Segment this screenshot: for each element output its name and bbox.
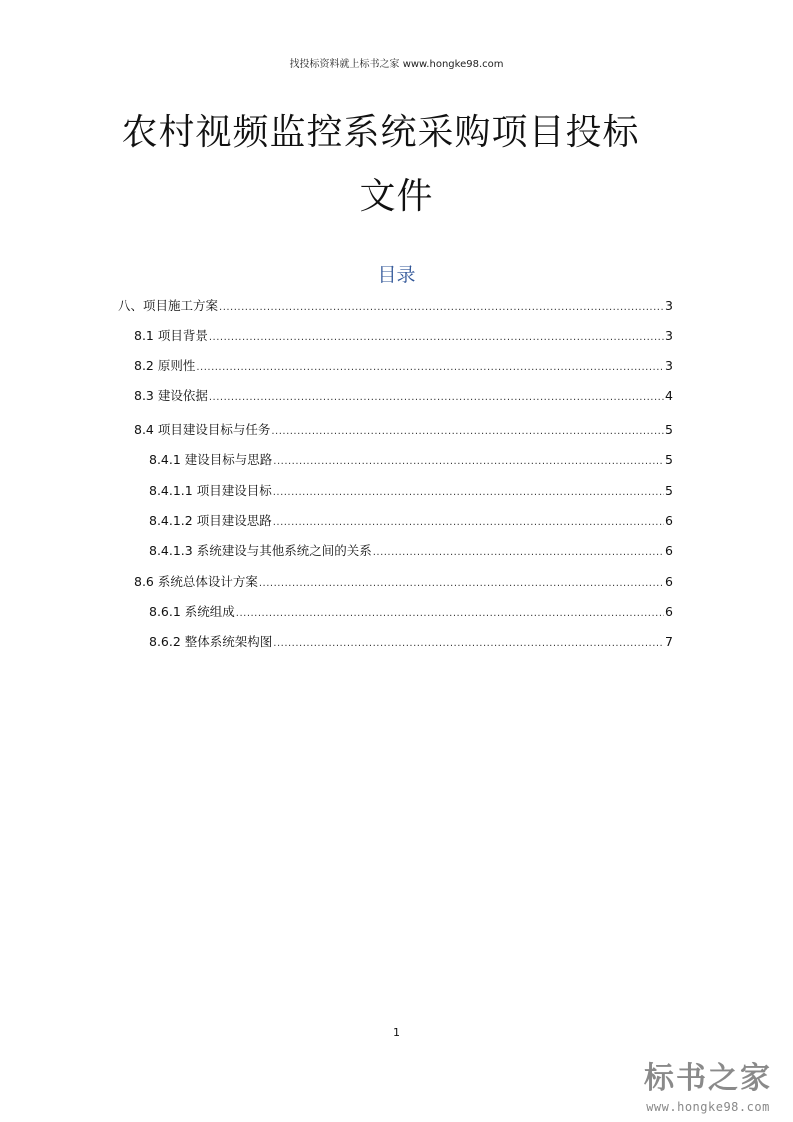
toc-leader-dots <box>273 513 664 533</box>
toc-entry-page: 6 <box>665 604 673 619</box>
toc-entry-page: 5 <box>665 452 673 467</box>
toc-heading: 目录 <box>377 264 416 286</box>
toc-entry[interactable] <box>149 541 673 561</box>
toc-entry[interactable] <box>149 602 673 622</box>
toc-entry[interactable] <box>149 511 673 531</box>
toc-entry-page: 5 <box>665 422 673 437</box>
document-title-line-2: 文件 <box>359 176 434 217</box>
toc-entry[interactable] <box>134 356 673 376</box>
toc-entry-label: 8.1 项目背景 <box>134 328 208 343</box>
toc-entry[interactable] <box>134 386 673 406</box>
toc-entry-label: 8.6.1 系统组成 <box>149 604 235 619</box>
toc-leader-dots <box>373 543 664 563</box>
toc-leader-dots <box>196 358 664 378</box>
toc-leader-dots <box>273 452 664 472</box>
toc-entry-page: 3 <box>665 358 673 373</box>
toc-entry-page: 6 <box>665 574 673 589</box>
toc-entry-label: 8.4.1.2 项目建设思路 <box>149 513 272 528</box>
toc-entry[interactable] <box>134 572 673 592</box>
watermark-logo-text: 标书之家 <box>644 1061 772 1096</box>
toc-entry[interactable] <box>149 450 673 470</box>
toc-leader-dots <box>236 604 664 624</box>
toc-entry[interactable] <box>118 296 673 316</box>
toc-leader-dots <box>271 422 664 442</box>
toc-leader-dots <box>209 328 664 348</box>
toc-entry[interactable] <box>149 632 673 652</box>
page-number: 1 <box>393 1026 400 1039</box>
toc-leader-dots <box>273 634 664 654</box>
toc-leader-dots <box>209 388 664 408</box>
page-header: 找投标资料就上标书之家 www.hongke98.com <box>289 59 504 70</box>
toc-entry-label: 8.4 项目建设目标与任务 <box>134 422 271 437</box>
toc-leader-dots <box>273 483 664 503</box>
watermark-url: www.hongke98.com <box>646 1100 770 1114</box>
toc-entry-page: 5 <box>665 483 673 498</box>
toc-entry-label: 8.4.1.1 项目建设目标 <box>149 483 272 498</box>
toc-entry-label: 8.4.1 建设目标与思路 <box>149 452 273 467</box>
toc-entry[interactable] <box>134 326 673 346</box>
toc-leader-dots <box>219 298 664 318</box>
toc-entry-page: 6 <box>665 513 673 528</box>
toc-entry-page: 4 <box>665 388 673 403</box>
watermark-logo <box>633 1062 783 1114</box>
toc-entry-page: 3 <box>665 328 673 343</box>
toc-leader-dots <box>259 574 664 594</box>
toc-entry-label: 8.2 原则性 <box>134 358 196 373</box>
toc-entry[interactable] <box>149 481 673 501</box>
document-title-line-1: 农村视频监控系统采购项目投标 <box>121 112 640 153</box>
toc-entry-label: 8.4.1.3 系统建设与其他系统之间的关系 <box>149 543 372 558</box>
toc-entry-label: 八、项目施工方案 <box>118 298 219 313</box>
toc-entry[interactable] <box>134 420 673 440</box>
toc-entry-label: 8.6.2 整体系统架构图 <box>149 634 273 649</box>
toc-entry-page: 3 <box>665 298 673 313</box>
toc-entry-label: 8.3 建设依据 <box>134 388 208 403</box>
toc-entry-page: 6 <box>665 543 673 558</box>
toc-entry-page: 7 <box>665 634 673 649</box>
toc-entry-label: 8.6 系统总体设计方案 <box>134 574 258 589</box>
